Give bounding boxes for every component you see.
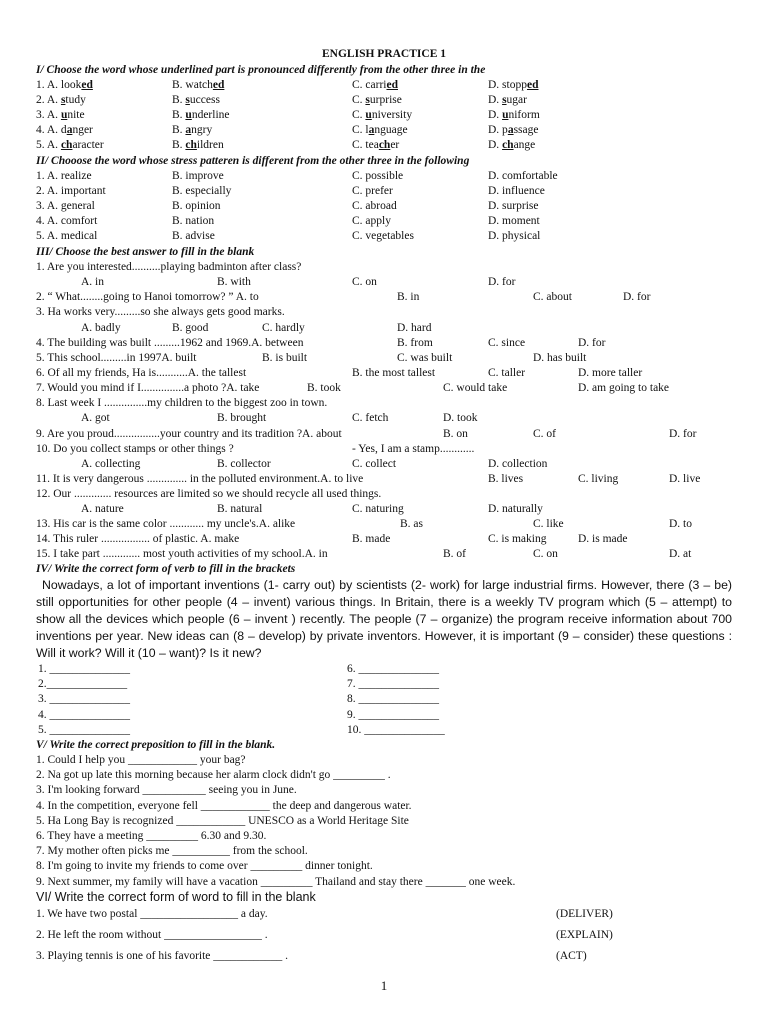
option-prefix: D.: [488, 109, 503, 122]
question-number: 3.: [36, 200, 45, 213]
pronunciation-row: [0, 138, 768, 153]
option-text: C. possible: [352, 170, 404, 182]
option: D. collection: [488, 458, 548, 470]
answer-row: [0, 662, 768, 677]
option: C. like: [533, 518, 564, 530]
pronunciation-row: [0, 108, 768, 123]
stress-row: [0, 169, 768, 184]
question-text: 11. It is very dangerous .............. in the polluted environment.A. to live: [36, 473, 364, 485]
option-text: D. surprise: [488, 200, 539, 213]
stress-row: [0, 214, 768, 229]
option: [488, 138, 535, 153]
option: [488, 93, 527, 108]
preposition-text: 5. Ha Long Bay is recognized ____________ UNESCO as a World Heritage Site: [36, 814, 409, 827]
option-suffix: tudy: [65, 94, 86, 107]
option: C. taller: [488, 367, 526, 379]
question-row: [0, 427, 768, 442]
option-prefix: C. carri: [352, 79, 387, 91]
option: B. as: [400, 518, 423, 530]
option: D. at: [669, 548, 692, 560]
option: [172, 123, 212, 138]
option: [172, 199, 221, 214]
option-suffix: aracter: [72, 139, 104, 152]
preposition-item: [0, 799, 768, 814]
underlined-part: u: [365, 109, 372, 122]
option: C. would take: [443, 382, 508, 394]
preposition-item: [0, 814, 768, 829]
answer-blank[interactable]: 9. ______________: [347, 708, 439, 721]
stress-row: [0, 229, 768, 244]
option: D. for: [623, 291, 651, 303]
underlined-part: u: [60, 109, 68, 122]
option: [352, 138, 399, 153]
option-text: D. comfortable: [488, 170, 558, 182]
option: C. living: [578, 473, 619, 485]
stress-row: [0, 184, 768, 199]
word-form-text: 1. We have two postal _________________ a day.: [36, 908, 268, 920]
word-form-row: [0, 949, 768, 964]
question-row: [0, 260, 768, 275]
question-number: 1.: [36, 79, 45, 91]
option-suffix: ugar: [506, 94, 527, 107]
option-prefix: B. watch: [172, 79, 213, 91]
question-row: [0, 290, 768, 305]
option-prefix: D.: [488, 94, 503, 107]
options-row: [0, 502, 768, 517]
option-prefix: B.: [172, 94, 186, 107]
option-text: B. especially: [172, 185, 232, 198]
option: [36, 199, 95, 214]
option: C. since: [488, 337, 526, 349]
option: D. took: [443, 412, 478, 424]
option-prefix: C.: [352, 94, 366, 107]
option-suffix: ssage: [513, 124, 539, 137]
question-number: 5.: [36, 139, 45, 152]
option: [488, 78, 538, 93]
option: [488, 214, 540, 229]
option: [488, 199, 538, 214]
option-text: A. realize: [46, 170, 92, 182]
option: B. natural: [217, 503, 263, 515]
underlined-part: s: [502, 94, 507, 107]
underlined-part: ch: [185, 139, 197, 152]
question-row: [0, 472, 768, 487]
answer-blank[interactable]: 8. ______________: [347, 693, 439, 706]
option: [172, 138, 224, 153]
option: [36, 169, 92, 184]
option-suffix: ildren: [196, 139, 224, 152]
option-prefix: B.: [172, 124, 186, 137]
underlined-part: u: [502, 109, 509, 122]
option: C. was built: [397, 352, 453, 364]
option: D. has built: [533, 352, 587, 364]
option: [172, 169, 224, 184]
word-form-root: (DELIVER): [556, 908, 613, 920]
question-row: [0, 547, 768, 562]
option: C. hardly: [262, 322, 305, 334]
option: D. for: [669, 428, 697, 440]
option-suffix: niform: [508, 109, 540, 122]
preposition-item: [0, 859, 768, 874]
option: [36, 214, 97, 229]
option: B. lives: [488, 473, 524, 485]
question-reply: - Yes, I am a stamp............: [352, 443, 475, 455]
option: [352, 93, 402, 108]
question-number: 5.: [36, 230, 45, 243]
option-suffix: ngry: [191, 124, 213, 137]
question-number: 1.: [36, 170, 45, 182]
option-text: D. physical: [488, 230, 541, 243]
question-text: 7. Would you mind if I...............a photo ?A. take: [36, 382, 260, 394]
option: B. collector: [217, 458, 271, 470]
pronunciation-row: [0, 78, 768, 93]
option-prefix: A.: [46, 109, 61, 122]
question-text: 13. His car is the same color ............ my uncle's.A. alike: [36, 518, 296, 530]
option: A. nature: [81, 503, 124, 515]
word-form-root: (EXPLAIN): [556, 929, 613, 941]
underlined-part: s: [185, 94, 190, 107]
underlined-part: ed: [212, 79, 225, 91]
preposition-text: 1. Could I help you ____________ your bag?: [36, 754, 246, 766]
underlined-part: a: [368, 124, 375, 137]
section2-heading: II/ Chooose the word whose stress patteren is different from the other three in the following: [36, 155, 470, 167]
option: A. badly: [81, 322, 121, 334]
question-text: 10. Do you collect stamps or other things ?: [36, 443, 234, 455]
options-row: [0, 275, 768, 290]
underlined-part: ed: [526, 79, 539, 91]
option: [36, 93, 86, 108]
option-prefix: D.: [488, 139, 503, 152]
question-row: [0, 487, 768, 502]
option-suffix: uccess: [189, 94, 220, 107]
option: B. with: [217, 276, 251, 288]
option: C. on: [352, 276, 377, 288]
underlined-part: ch: [60, 139, 73, 152]
option: [172, 184, 231, 199]
option: [172, 229, 215, 244]
option: [172, 108, 230, 123]
preposition-item: [0, 829, 768, 844]
preposition-text: 2. Na got up late this morning because her alarm clock didn't go _________ .: [36, 769, 391, 782]
option: [352, 199, 397, 214]
preposition-item: [0, 783, 768, 798]
preposition-item: [0, 768, 768, 783]
preposition-text: 4. In the competition, everyone fell ____________ the deep and dangerous water.: [36, 799, 412, 812]
question-row: [0, 351, 768, 366]
option: [488, 229, 540, 244]
option: [488, 123, 538, 138]
answer-blank[interactable]: 2.______________: [38, 678, 128, 691]
section3-heading: III/ Choose the best answer to fill in the blank: [36, 246, 255, 258]
option: A. in: [81, 276, 104, 288]
preposition-text: 7. My mother often picks me __________ from the school.: [36, 845, 308, 858]
preposition-text: 8. I'm going to invite my friends to come over _________ dinner tonight.: [36, 860, 373, 873]
option-text: A. comfort: [46, 215, 98, 228]
question-text: 6. Of all my friends, Ha is...........A. the tallest: [36, 367, 247, 379]
option: B. in: [397, 291, 420, 303]
underlined-part: a: [66, 124, 73, 137]
question-row: [0, 336, 768, 351]
option: B. is built: [262, 352, 308, 364]
underlined-part: a: [507, 124, 514, 137]
preposition-item: [0, 875, 768, 890]
underlined-part: ch: [502, 139, 514, 152]
option: B. brought: [217, 412, 267, 424]
option: A. got: [81, 412, 110, 424]
underlined-part: ch: [378, 139, 391, 152]
answer-blank[interactable]: 1. ______________: [38, 663, 130, 675]
question-row: [0, 381, 768, 396]
paragraph-text: Nowadays, a lot of important inventions (1- carry out) by scientists (2- work) for large industrial firms. However, there (3 – be) still opportunities for other people (4 – invent) various things. In Britain, there is a weekly TV program which (5 – attempt) to show all the devices which people (6 – invent ) recently. The people (7 – organize) the program receive information about 700 inventions per year. New ideas can (8 – develop) by private inventors. However, it is important (9 – consider) these questions : Will it work? Will it (10 – want)? Is it new?: [36, 578, 732, 660]
section1-heading: I/ Choose the word whose underlined part is pronounced differently from the other three in the: [36, 64, 486, 76]
option: [352, 78, 398, 93]
option: [36, 229, 97, 244]
underlined-part: s: [365, 94, 370, 107]
question-text: 5. This school.........in 1997A. built: [36, 352, 197, 364]
option-text: B. nation: [172, 215, 215, 228]
option: [352, 214, 391, 229]
option: [36, 138, 104, 153]
option: [352, 184, 393, 199]
section4-heading: IV/ Write the correct form of verb to fill in the brackets: [36, 563, 296, 575]
option: D. hard: [397, 322, 432, 334]
option-prefix: A. d: [46, 124, 67, 137]
option: [36, 184, 106, 199]
question-text: 8. Last week I ...............my children to the biggest zoo in town.: [36, 397, 328, 409]
option-text: C. abroad: [352, 200, 397, 213]
options-row: [0, 411, 768, 426]
option: D. live: [669, 473, 701, 485]
pronunciation-row: [0, 93, 768, 108]
answer-row: [0, 723, 768, 738]
option: D. for: [488, 276, 516, 288]
option: [36, 108, 85, 123]
option-suffix: er: [390, 139, 400, 152]
underlined-part: a: [185, 124, 192, 137]
option: [352, 123, 408, 138]
section6-heading: VI/ Write the correct form of word to fill in the blank: [36, 890, 316, 904]
option-suffix: niversity: [371, 109, 413, 122]
question-text: 9. Are you proud................your country and its tradition ?A. about: [36, 428, 342, 440]
page-number: 1: [380, 978, 388, 993]
stress-row: [0, 199, 768, 214]
option: B. the most tallest: [352, 367, 436, 379]
option: B. of: [443, 548, 466, 560]
option-text: A. general: [46, 200, 95, 213]
question-row: [0, 442, 768, 457]
options-row: [0, 457, 768, 472]
option: B. good: [172, 322, 209, 334]
option: D. is made: [578, 533, 628, 545]
underlined-part: s: [60, 94, 66, 107]
option: [36, 123, 93, 138]
question-number: 4.: [36, 215, 45, 228]
section5-heading: V/ Write the correct preposition to fill in the blank.: [36, 739, 276, 751]
option: D. more taller: [578, 367, 643, 379]
underlined-part: ed: [81, 79, 93, 91]
question-number: 2.: [36, 185, 45, 198]
question-text: 2. “ What........going to Hanoi tomorrow? ” A. to: [36, 291, 259, 303]
answer-row: [0, 708, 768, 723]
option: C. of: [533, 428, 556, 440]
option-text: A. medical: [46, 230, 98, 243]
question-number: 3.: [36, 109, 45, 122]
option-prefix: A.: [46, 139, 61, 152]
option-text: C. prefer: [352, 185, 393, 198]
preposition-item: [0, 844, 768, 859]
question-number: 4.: [36, 124, 45, 137]
question-text: 1. Are you interested..........playing badminton after class?: [36, 261, 302, 273]
options-row: [0, 321, 768, 336]
option: [488, 169, 558, 184]
option: B. on: [443, 428, 468, 440]
option: [352, 229, 414, 244]
option-prefix: A.: [46, 94, 61, 107]
page-title: ENGLISH PRACTICE 1: [322, 48, 446, 60]
option-suffix: nger: [72, 124, 93, 137]
question-number: 2.: [36, 94, 45, 107]
option: [352, 108, 412, 123]
word-form-text: 2. He left the room without _________________ .: [36, 929, 268, 941]
answer-blank[interactable]: 6. ______________: [347, 663, 439, 675]
option-prefix: A. look: [46, 79, 82, 91]
option-prefix: C.: [352, 109, 366, 122]
answer-blank[interactable]: 7. ______________: [347, 678, 439, 691]
word-form-row: [0, 907, 768, 922]
question-row: [0, 305, 768, 320]
option: A. collecting: [81, 458, 141, 470]
preposition-text: 9. Next summer, my family will have a vacation _________ Thailand and stay there _______ one week.: [36, 875, 516, 888]
option-text: B. advise: [172, 230, 215, 243]
underlined-part: ed: [386, 79, 398, 91]
pronunciation-row: [0, 123, 768, 138]
preposition-item: [0, 753, 768, 768]
option-text: C. apply: [352, 215, 391, 228]
option-text: A. important: [46, 185, 106, 198]
word-form-text: 3. Playing tennis is one of his favorite ____________ .: [36, 950, 289, 962]
option-prefix: C. l: [352, 124, 369, 137]
question-row: [0, 366, 768, 381]
answer-blank[interactable]: 5. ______________: [38, 723, 130, 736]
option: D. am going to take: [578, 382, 670, 394]
option: [36, 78, 93, 93]
option: D. for: [578, 337, 606, 349]
underlined-part: u: [185, 109, 192, 122]
option-text: B. opinion: [172, 200, 221, 213]
option: B. from: [397, 337, 433, 349]
question-text: 4. The building was built .........1962 and 1969.A. between: [36, 337, 304, 349]
question-text: 12. Our ............. resources are limited so we should recycle all used things.: [36, 488, 382, 500]
option-suffix: urprise: [369, 94, 402, 107]
verb-paragraph: [36, 577, 732, 662]
option: [352, 169, 403, 184]
option: [172, 78, 224, 93]
option-prefix: B.: [172, 109, 186, 122]
preposition-text: 6. They have a meeting _________ 6.30 and 9.30.: [36, 830, 267, 842]
option-text: C. vegetables: [352, 230, 414, 243]
option: C. fetch: [352, 412, 389, 424]
option-text: B. improve: [172, 170, 224, 182]
option: [488, 108, 540, 123]
option: C. on: [533, 548, 558, 560]
option-prefix: D. stopp: [488, 79, 527, 91]
option: C. is making: [488, 533, 547, 545]
option: [488, 184, 545, 199]
question-text: 14. This ruler ................. of plastic. A. make: [36, 533, 240, 545]
answer-row: [0, 677, 768, 692]
option: D. naturally: [488, 503, 543, 515]
question-row: [0, 517, 768, 532]
option-text: D. influence: [488, 185, 545, 198]
option: C. collect: [352, 458, 397, 470]
answer-row: [0, 692, 768, 707]
question-text: 3. Ha works very.........so she always gets good marks.: [36, 306, 285, 318]
option-suffix: nderline: [191, 109, 230, 122]
option-suffix: nguage: [374, 124, 408, 137]
option-suffix: ange: [513, 139, 536, 152]
question-row: [0, 396, 768, 411]
answer-blank[interactable]: 10. ______________: [347, 723, 445, 736]
option-text: D. moment: [488, 215, 540, 228]
option: D. to: [669, 518, 692, 530]
word-form-row: [0, 928, 768, 943]
answer-blank[interactable]: 4. ______________: [38, 708, 130, 721]
option: B. made: [352, 533, 391, 545]
option: [172, 93, 220, 108]
option-prefix: B.: [172, 139, 186, 152]
option: C. naturing: [352, 503, 404, 515]
question-text: 15. I take part ............. most youth activities of my school.A. in: [36, 548, 328, 560]
option: B. took: [307, 382, 341, 394]
option: C. about: [533, 291, 572, 303]
preposition-text: 3. I'm looking forward ___________ seeing you in June.: [36, 784, 297, 797]
question-row: [0, 532, 768, 547]
option-prefix: D. p: [488, 124, 508, 137]
option: [172, 214, 214, 229]
option-suffix: nite: [67, 109, 85, 122]
word-form-root: (ACT): [556, 950, 587, 962]
answer-blank[interactable]: 3. ______________: [38, 693, 130, 706]
option-prefix: C. tea: [352, 139, 379, 152]
